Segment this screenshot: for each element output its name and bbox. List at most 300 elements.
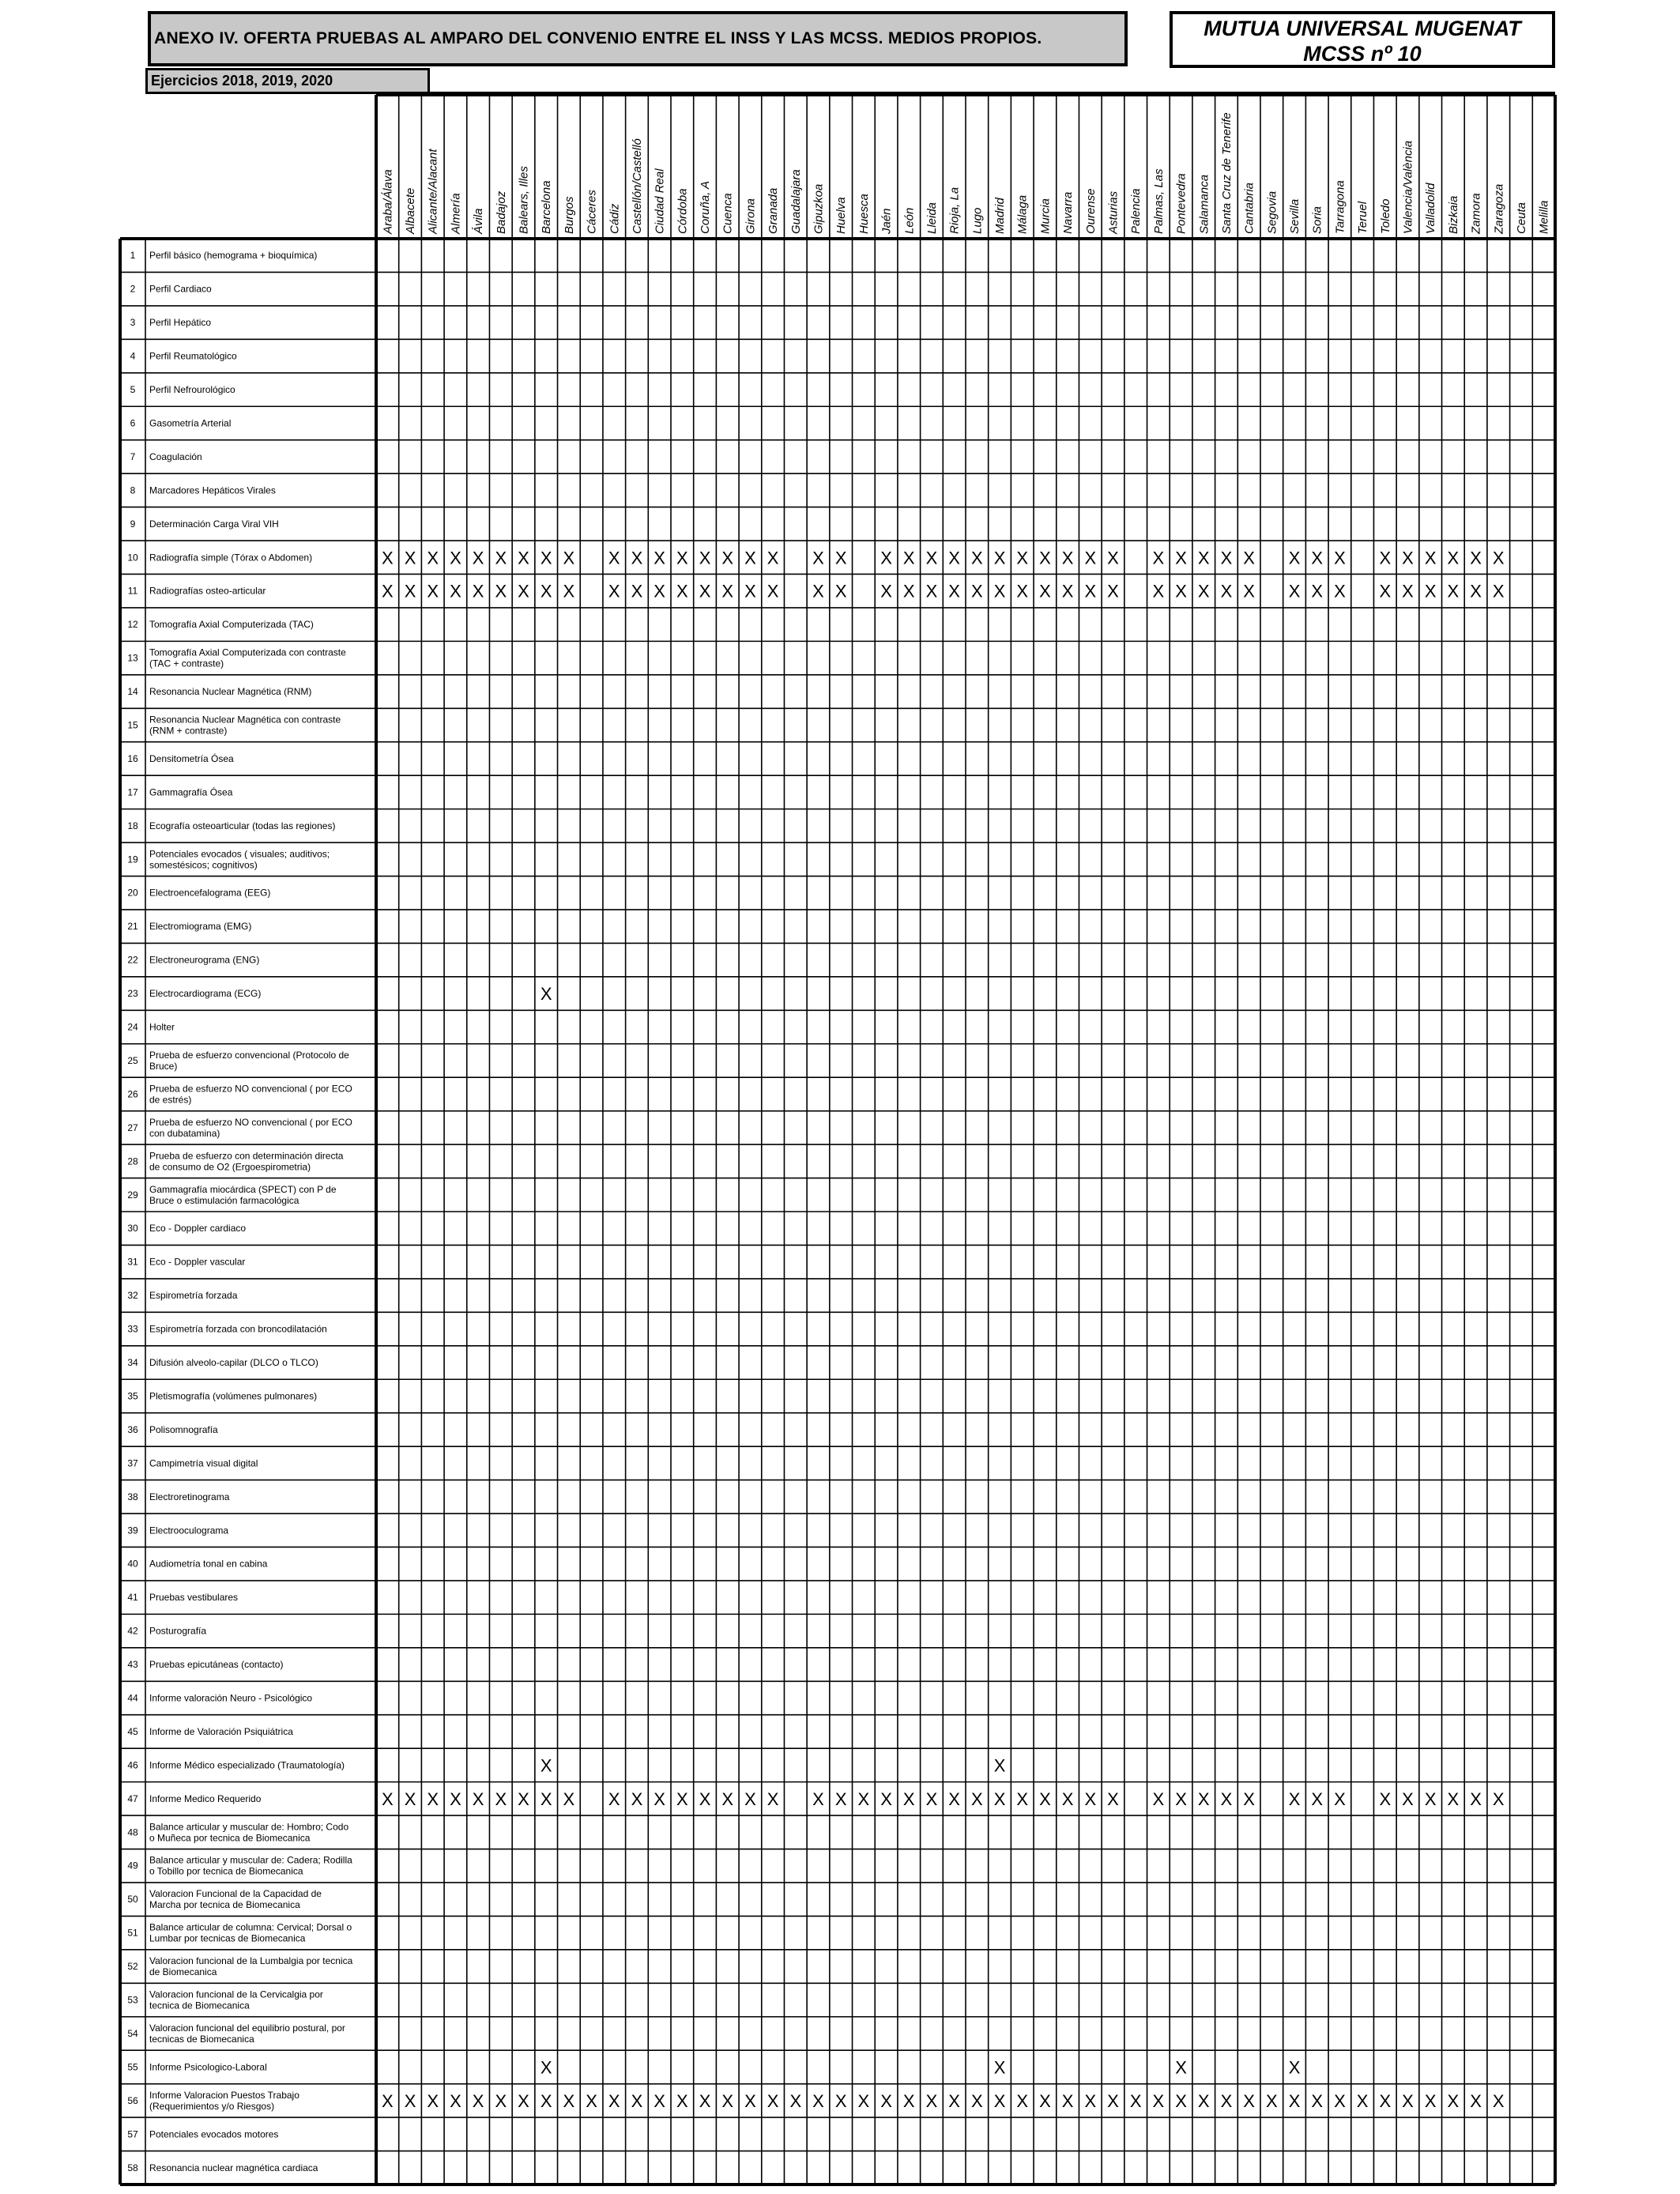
test-name: Perfil básico (hemograma + bioquímica) [149,250,318,262]
offer-mark: X [699,581,711,601]
offer-mark: X [1175,2090,1187,2111]
offer-mark: X [812,548,824,568]
offer-mark: X [404,581,416,601]
offer-mark: X [631,1789,643,1809]
test-name: Determinación Carga Viral VIH [149,518,279,530]
offer-mark: X [518,2090,529,2111]
offer-mark: X [1402,581,1414,601]
row-number: 10 [127,552,138,564]
offer-mark: X [608,2090,620,2111]
test-name: Ecografía osteoarticular (todas las regiones) [149,820,336,831]
offer-mark: X [518,1789,529,1809]
row-number: 7 [130,450,136,462]
test-name: Informe Médico especializado (Traumatología) [149,1759,345,1771]
row-number: 23 [127,988,138,1000]
column-header-province: Palencia [1129,188,1143,234]
column-header-province: Palmas, Las [1151,168,1166,234]
column-header-province: Pontevedra [1174,173,1188,234]
test-name: Valoracion funcional de la Cervicalgia por tecnica de Biomecanica [149,1989,323,2011]
offer-mark: X [404,548,416,568]
offer-mark: X [1447,2090,1460,2111]
offer-mark: X [495,581,507,601]
column-header-province: Huesca [857,194,871,234]
offer-mark: X [676,581,688,601]
row-number: 32 [127,1290,138,1302]
test-name: Resonancia Nuclear Magnética (RNM) [149,686,312,698]
offer-mark: X [925,581,938,601]
offer-mark: X [608,1789,620,1809]
test-name: Electrooculograma [149,1525,229,1536]
row-number: 6 [130,417,136,429]
test-name: Perfil Nefrourológico [149,384,235,396]
offer-mark: X [563,1789,575,1809]
offer-mark: X [1175,548,1187,568]
offer-mark: X [1266,2090,1278,2111]
offer-mark: X [427,581,439,601]
offer-mark: X [654,581,665,601]
test-name: Electroencefalograma (EEG) [149,887,271,899]
column-header-province: Salamanca [1197,174,1211,234]
offer-mark: X [1220,1789,1233,1809]
column-header-province: Teruel [1356,201,1370,234]
test-name: Potenciales evocados motores [149,2128,279,2140]
test-name: Eco - Doppler cardiaco [149,1223,247,1235]
offer-mark: X [993,548,1006,568]
offer-mark: X [1016,581,1029,601]
test-name: Informe de Valoración Psiquiátrica [149,1725,293,1737]
column-header-province: Almería [449,193,463,234]
offer-mark: X [450,581,461,601]
test-name: Tomografía Axial Computerizada con contraste (TAC + contraste) [149,647,346,669]
row-number: 40 [127,1558,138,1570]
row-number: 12 [127,619,138,631]
column-header-province: Gipuzkoa [812,183,826,234]
offer-mark: X [1402,1789,1414,1809]
test-name: Perfil Reumatológico [149,350,237,362]
offer-mark: X [563,2090,575,2111]
column-header-province: Guadalajara [789,169,803,234]
offer-mark: X [993,2057,1006,2078]
column-header-province: Córdoba [676,188,690,234]
offer-mark: X [518,581,529,601]
column-header-province: Valencia/València [1401,140,1415,234]
row-number: 58 [127,2162,138,2173]
test-name: Espirometría forzada [149,1290,238,1302]
test-name: Prueba de esfuerzo NO convencional ( por ECO de estrés) [149,1083,352,1106]
offer-mark: X [1197,581,1210,601]
offer-mark: X [1243,1789,1255,1809]
offer-mark: X [495,2090,507,2111]
offer-mark: X [857,1789,870,1809]
offer-mark: X [1334,1789,1346,1809]
test-name: Informe Valoracion Puestos Trabajo (Requerimientos y/o Riesgos) [149,2089,299,2112]
offer-mark: X [1492,581,1505,601]
offer-mark: X [1039,1789,1051,1809]
offer-mark: X [971,548,983,568]
row-number: 24 [127,1021,138,1033]
offer-mark: X [427,2090,439,2111]
test-name: Gammagrafía miocárdica (SPECT) con P de Bruce o estimulación farmacológica [149,1183,337,1206]
offer-mark: X [1402,548,1414,568]
offer-mark: X [1447,1789,1460,1809]
row-number: 33 [127,1323,138,1335]
offer-mark: X [1334,2090,1346,2111]
offer-mark: X [1107,1789,1119,1809]
offer-mark: X [404,1789,416,1809]
column-header-province: Burgos [562,196,576,234]
offer-mark: X [902,1789,915,1809]
offer-mark: X [1175,2057,1187,2078]
row-number: 54 [127,2027,138,2039]
offer-mark: X [834,2090,847,2111]
offer-mark: X [1220,581,1233,601]
offer-mark: X [631,548,643,568]
offer-mark: X [676,2090,688,2111]
test-name: Pruebas vestibulares [149,1592,239,1604]
test-name: Eco - Doppler vascular [149,1256,246,1268]
test-name: Campimetría visual digital [149,1457,258,1469]
row-number: 36 [127,1423,138,1435]
exercise-years: Ejercicios 2018, 2019, 2020 [145,68,430,94]
row-number: 42 [127,1625,138,1637]
offer-mark: X [404,2090,416,2111]
column-header-province: Navarra [1061,191,1075,234]
test-name: Difusión alveolo-capilar (DLCO o TLCO) [149,1357,318,1369]
column-header-province: Ávila [472,208,486,234]
row-number: 55 [127,2061,138,2073]
test-name: Informe Psicologico-Laboral [149,2061,267,2073]
test-name: Pletismografía (volúmenes pulmonares) [149,1390,318,1402]
column-header-province: Albacete [404,187,418,234]
column-header-province: Santa Cruz de Tenerife [1219,112,1234,234]
column-header-province: Tarragona [1333,180,1347,234]
test-name: Prueba de esfuerzo con determinación directa de consumo de O2 (Ergoespirometria) [149,1150,344,1173]
offer-mark: X [699,1789,711,1809]
row-number: 41 [127,1592,138,1604]
offer-mark: X [1220,2090,1233,2111]
offer-mark: X [382,581,394,601]
test-name: Coagulación [149,450,202,462]
column-header-province: Araba/Álava [381,169,395,234]
column-header-province: Badajoz [494,190,508,234]
column-header-province: Bizkaia [1446,195,1460,234]
column-header-province: León [902,207,917,234]
offer-mark: X [767,2090,779,2111]
test-name: Holter [149,1021,175,1033]
row-number: 21 [127,921,138,933]
offer-mark: X [540,581,552,601]
offer-mark: X [1311,2090,1324,2111]
offer-mark: X [1447,581,1460,601]
row-number: 34 [127,1357,138,1369]
test-name: Prueba de esfuerzo convencional (Protocolo de Bruce) [149,1049,349,1072]
offer-mark: X [721,2090,734,2111]
column-header-province: Zamora [1469,193,1483,234]
offer-mark: X [450,1789,461,1809]
row-number: 53 [127,1994,138,2006]
column-header-province: Barcelona [540,180,554,234]
offer-mark: X [563,581,575,601]
offer-mark: X [1470,2090,1482,2111]
column-header-province: Madrid [993,198,1008,234]
row-number: 37 [127,1457,138,1469]
offer-mark: X [1175,581,1187,601]
column-header-province: Lleida [925,202,939,234]
offer-mark: X [1107,581,1119,601]
column-header-province: Toledo [1378,198,1392,234]
row-number: 44 [127,1692,138,1704]
test-name: Resonancia nuclear magnética cardiaca [149,2162,318,2173]
offer-mark: X [971,2090,983,2111]
offer-mark: X [1311,548,1324,568]
row-number: 20 [127,887,138,899]
offer-mark: X [1402,2090,1414,2111]
offer-mark: X [699,2090,711,2111]
offer-mark: X [450,2090,461,2111]
offer-mark: X [1492,1789,1505,1809]
offer-mark: X [654,548,665,568]
offer-mark: X [1243,2090,1255,2111]
offer-mark: X [744,1789,756,1809]
offer-mark: X [1288,2090,1301,2111]
offer-mark: X [518,548,529,568]
offer-mark: X [1311,581,1324,601]
offer-mark: X [540,1789,552,1809]
row-number: 5 [130,384,136,396]
row-number: 50 [127,1894,138,1906]
offer-mark: X [495,1789,507,1809]
column-header-province: Cáceres [585,190,599,234]
offer-mark: X [925,2090,938,2111]
column-header-province: Rioja, La [947,187,962,234]
offer-mark: X [834,581,847,601]
offer-mark: X [1243,548,1255,568]
row-number: 2 [130,283,136,295]
offer-mark: X [1288,548,1301,568]
test-name: Gasometría Arterial [149,417,232,429]
test-name: Valoracion Funcional de la Capacidad de Marcha por tecnica de Biomecanica [149,1888,322,1911]
column-header-province: Cantabria [1242,182,1256,234]
offer-mark: X [1288,581,1301,601]
offer-mark: X [1424,1789,1437,1809]
offer-mark: X [744,548,756,568]
offer-mark: X [654,2090,665,2111]
test-name: Radiografía simple (Tórax o Abdomen) [149,552,313,564]
test-name: Informe Medico Requerido [149,1793,262,1804]
column-header-province: Alicante/Alacant [426,149,440,234]
row-number: 57 [127,2128,138,2140]
column-header-province: Ciudad Real [653,168,667,234]
test-name: Espirometría forzada con broncodilatación [149,1323,327,1335]
offer-mark: X [812,1789,824,1809]
row-number: 39 [127,1525,138,1536]
offer-mark: X [1492,548,1505,568]
offer-mark: X [1197,2090,1210,2111]
offer-mark: X [1470,581,1482,601]
offer-mark: X [744,2090,756,2111]
column-header-province: Málaga [1015,194,1030,234]
offer-mark: X [880,1789,892,1809]
test-name: Valoracion funcional de la Lumbalgia por tecnica de Biomecanica [149,1955,353,1978]
offer-mark: X [1152,548,1165,568]
offer-mark: X [1470,1789,1482,1809]
offer-mark: X [1311,1789,1324,1809]
row-number: 8 [130,484,136,496]
offer-mark: X [1424,2090,1437,2111]
column-header-province: Zaragoza [1492,183,1506,234]
row-number: 46 [127,1759,138,1771]
mcss-number: MCSS nº 10 [1303,42,1422,66]
test-name: Prueba de esfuerzo NO convencional ( por ECO con dubatamina) [149,1116,352,1139]
offer-mark: X [1356,2090,1369,2111]
offer-mark: X [472,1789,484,1809]
offer-mark: X [1107,548,1119,568]
offer-mark: X [744,581,756,601]
test-name: Pruebas epicutáneas (contacto) [149,1659,284,1671]
offer-mark: X [472,2090,484,2111]
column-header-province: Valladolid [1424,183,1438,234]
row-number: 19 [127,854,138,865]
offer-mark: X [1243,581,1255,601]
test-name: Radiografías osteo-articular [149,585,266,597]
offer-mark: X [812,581,824,601]
offer-mark: X [1152,2090,1165,2111]
offer-mark: X [721,1789,734,1809]
row-number: 14 [127,686,138,698]
offer-mark: X [948,2090,960,2111]
offer-mark: X [1334,581,1346,601]
offer-mark: X [1470,548,1482,568]
row-number: 31 [127,1256,138,1268]
row-number: 16 [127,752,138,764]
offer-mark: X [382,548,394,568]
column-header-province: Jaén [880,208,894,234]
offer-mark: X [1379,2090,1392,2111]
offer-mark: X [834,1789,847,1809]
offer-mark: X [971,581,983,601]
row-number: 49 [127,1860,138,1872]
offer-mark: X [1084,1789,1097,1809]
offer-mark: X [540,2057,552,2078]
offer-mark: X [495,548,507,568]
offer-mark: X [857,2090,870,2111]
column-header-province: Melilla [1537,200,1551,234]
column-header-province: Cuenca [721,193,735,234]
test-name: Electromiograma (EMG) [149,921,252,933]
offer-mark: X [925,548,938,568]
offer-mark: X [1039,581,1051,601]
column-header-province: Segovia [1265,190,1279,234]
column-header-province: Castellón/Castelló [630,138,644,234]
test-name: Valoracion funcional del equilibrio postural, por tecnicas de Biomecanica [149,2022,345,2045]
offer-mark: X [1107,2090,1119,2111]
offer-mark: X [382,1789,394,1809]
test-name: Electrocardiograma (ECG) [149,988,262,1000]
row-number: 48 [127,1826,138,1838]
column-header-province: Cádiz [608,203,622,234]
row-number: 52 [127,1961,138,1973]
test-name: Electroneurograma (ENG) [149,954,260,966]
offer-mark: X [1084,548,1097,568]
offer-mark: X [834,548,847,568]
row-number: 1 [130,250,136,262]
offer-mark: X [1084,2090,1097,2111]
test-name: Polisomnografía [149,1423,218,1435]
test-name: Gammagrafía Ósea [149,786,233,798]
row-number: 3 [130,317,136,329]
offer-mark: X [993,1789,1006,1809]
offer-mark: X [1424,548,1437,568]
offer-mark: X [1016,2090,1029,2111]
offer-mark: X [676,548,688,568]
row-number: 17 [127,786,138,798]
offer-mark: X [767,581,779,601]
offer-mark: X [902,581,915,601]
column-header-province: Girona [744,198,758,234]
offer-mark: X [1061,548,1074,568]
offer-mark: X [767,548,779,568]
offer-mark: X [540,1755,552,1776]
row-number: 15 [127,719,138,731]
test-name: Tomografía Axial Computerizada (TAC) [149,619,314,631]
row-number: 29 [127,1189,138,1201]
offer-mark: X [1175,1789,1187,1809]
test-name: Densitometría Ósea [149,752,234,764]
test-name: Informe valoración Neuro - Psicológico [149,1692,313,1704]
test-name: Perfil Hepático [149,317,212,329]
row-number: 28 [127,1155,138,1167]
offer-mark: X [880,2090,892,2111]
offer-mark: X [1061,1789,1074,1809]
row-number: 25 [127,1054,138,1066]
offer-mark: X [721,548,734,568]
offer-mark: X [540,984,552,1005]
row-number: 30 [127,1223,138,1235]
offer-mark: X [948,581,960,601]
column-header-province: Soria [1310,205,1324,234]
row-number: 22 [127,954,138,966]
test-name: Balance articular y muscular de: Hombro; Codo o Muñeca por tecnica de Biomecanica [149,1821,349,1844]
offer-mark: X [540,2090,552,2111]
offer-mark: X [654,1789,665,1809]
offer-mark: X [699,548,711,568]
offer-mark: X [1084,581,1097,601]
test-name: Resonancia Nuclear Magnética con contraste (RNM + contraste) [149,714,341,737]
test-name: Audiometría tonal en cabina [149,1558,268,1570]
test-name: Perfil Cardiaco [149,283,212,295]
row-number: 43 [127,1659,138,1671]
offer-mark: X [993,2090,1006,2111]
offer-mark: X [631,2090,643,2111]
test-name: Balance articular de columna: Cervical; Dorsal o Lumbar por tecnicas de Biomecanica [149,1921,352,1944]
column-header-province: Ourense [1083,188,1098,234]
offer-mark: X [563,548,575,568]
row-number: 13 [127,652,138,664]
offer-mark: X [721,581,734,601]
row-number: 45 [127,1725,138,1737]
offer-mark: X [971,1789,983,1809]
row-number: 56 [127,2094,138,2106]
column-header-province: Coruña, A [699,181,713,234]
offer-mark: X [902,548,915,568]
row-number: 9 [130,518,136,530]
offer-mark: X [767,1789,779,1809]
row-number: 4 [130,350,136,362]
offer-mark: X [993,1755,1006,1776]
row-number: 38 [127,1491,138,1502]
offer-mark: X [1039,548,1051,568]
offer-mark: X [540,548,552,568]
